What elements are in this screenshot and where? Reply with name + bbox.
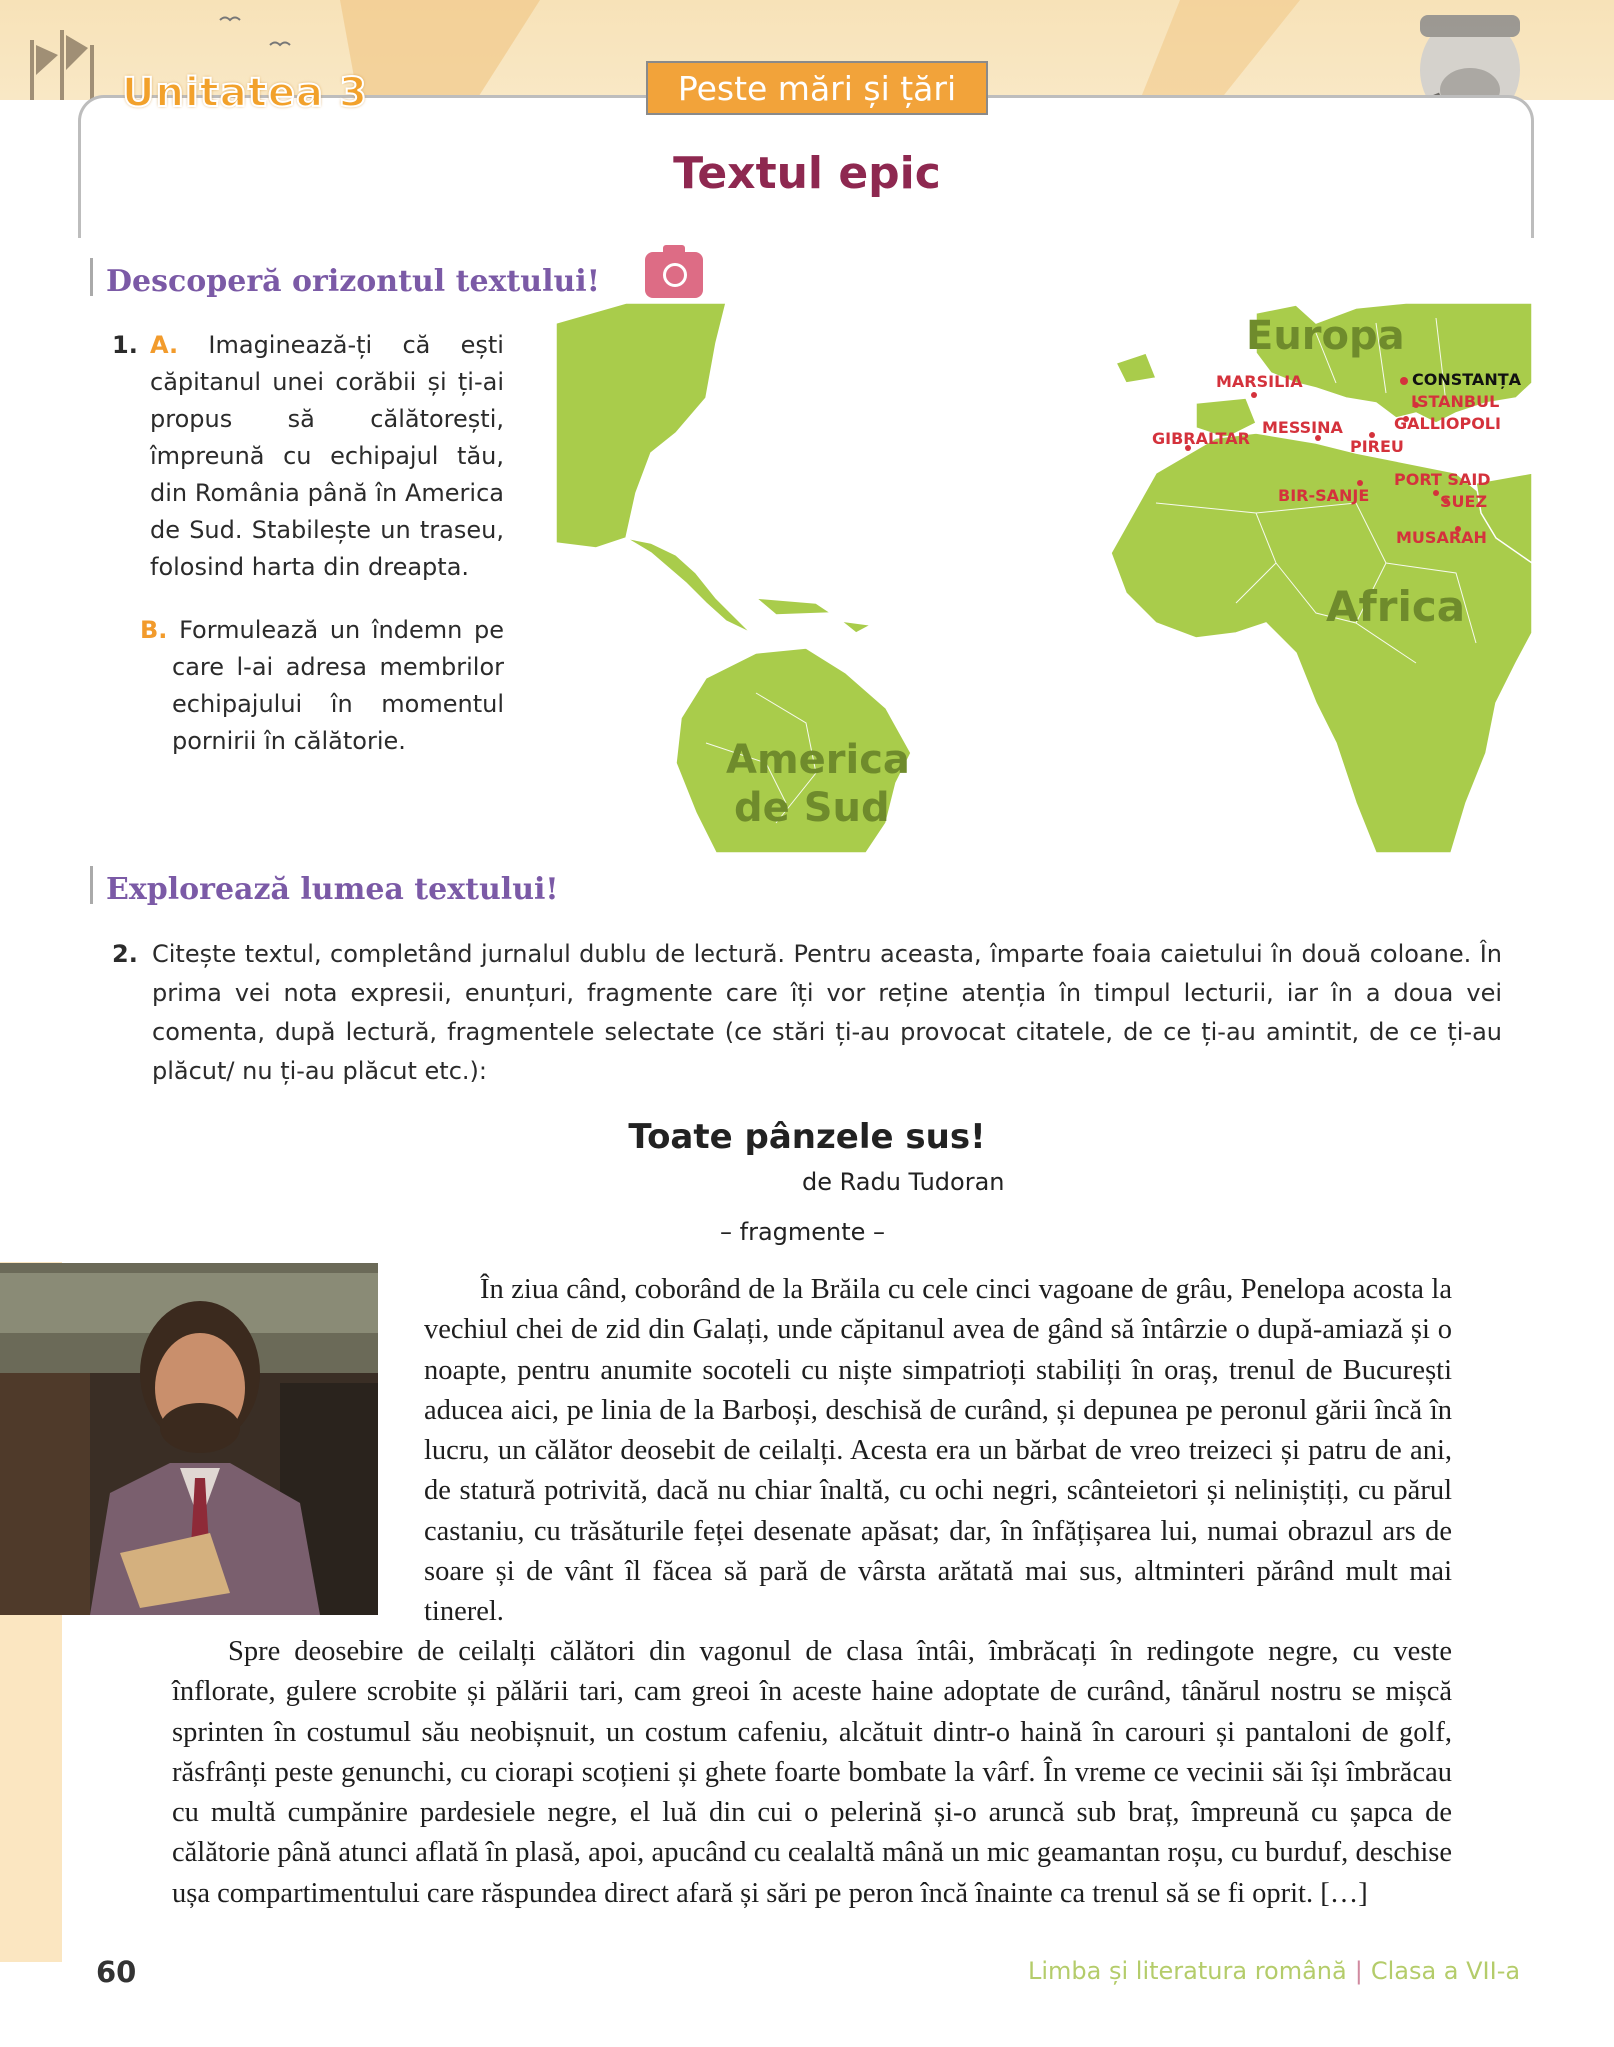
explore-heading: Explorează lumea textului!: [106, 872, 559, 907]
theme-banner: [646, 61, 988, 115]
city-messina: MESSINA: [1262, 418, 1343, 437]
heading-bar: [90, 866, 93, 904]
task-2-number: 2.: [112, 940, 138, 968]
film-still-photo: [0, 1263, 378, 1615]
birds-icon: [220, 18, 290, 46]
camera-icon: [645, 252, 703, 298]
unit-title: Unitatea 3: [122, 70, 368, 116]
task-1b-text: Formulează un îndemn pe care l-ai adresa membrilor echipajului în momentul pornirii în călătorie.: [172, 616, 504, 755]
page-number: 60: [96, 1955, 137, 1989]
task-1b: [140, 612, 504, 760]
city-constanta: CONSTANȚA: [1412, 370, 1521, 389]
footer-subject: Limba și literatura română: [1028, 1957, 1347, 1985]
theme-label: Peste mări și țări: [677, 68, 957, 108]
city-suez: SUEZ: [1440, 492, 1488, 511]
city-bir-sanje: BIR-SANJE: [1278, 486, 1370, 505]
task-2-text: Citește textul, completând jurnalul dublu de lectură. Pentru aceasta, împarte foaia caietului în două coloane. În prima vei nota expresii, enunțuri, fragmente care îți vor reține atenția în timpul lecturii, iar în a doua vei comenta, după lectură, fragmentele selectate (ce stări ți-au provocat citatele, de ce ți-au amintit, de ce ți-au plăcut/ nu ți-au plăcut etc.):: [152, 940, 1502, 1085]
city-galliopoli: GALLIOPOLI: [1394, 414, 1501, 433]
city-marsilia: MARSILIA: [1216, 372, 1303, 391]
city-gibraltar: GIBRALTAR: [1152, 429, 1250, 448]
story-author: de Radu Tudoran: [802, 1168, 1005, 1196]
heading-bar: [90, 258, 93, 296]
footer-separator: |: [1354, 1957, 1363, 1985]
task-1a-text: Imaginează-ți că ești căpitanul unei corăbii și ți-ai propus să călătorești, împreună cu echipajul tău, din România până în America de Sud. Stabilește un traseu, folosind harta din dreapta.: [150, 331, 504, 581]
discover-heading: Descoperă orizontul textului!: [106, 264, 600, 299]
story-paragraph-2: Spre deosebire de ceilalți călători din vagonul de clasa întâi, îmbrăcați în redingote negre, cu veste înflorate, gulere scrobite și pălării tari, cam greoi în aceste haine adoptate de curând, tânărul nostru se mișcă sprinten în costumul său neobișnuit, un costum cafeniu, alcătuit dintr-o haină în carouri și pantaloni de golf, răsfrânți peste genunchi, cu ciorapi scoțieni și ghete foarte bombate la vârf. În vreme ce vecinii săi își îmbrăcau cu multă cumpănire pardesiele negre, el luă din cui o pelerină și-o aruncă sub braț, împreună cu șapca de călătorie până atunci aflată în plasă, apoi, apucând cu cealaltă mână un mic geamantan roșu, cu burduf, deschise ușa compartimentului care răspundea direct afară și sări pe peron încă înainte ca trenul să se fi oprit. […]: [172, 1636, 1452, 1909]
task-1-number: 1.: [112, 331, 138, 359]
city-istanbul: ISTANBUL: [1411, 392, 1500, 411]
fragment-label: – fragmente –: [720, 1218, 886, 1246]
task-2: [112, 935, 1502, 1091]
task-1a-letter: A.: [150, 331, 179, 359]
footer-grade: Clasa a VII-a: [1370, 1957, 1521, 1985]
city-port-said: PORT SAID: [1394, 470, 1491, 489]
city-musarah: MUSARAH: [1396, 528, 1487, 547]
story-title: Toate pânzele sus!: [628, 1117, 986, 1157]
city-pireu: PIREU: [1350, 437, 1404, 456]
task-1a: [150, 327, 504, 586]
region-europa: Europa: [1246, 313, 1405, 359]
map-land: [556, 303, 1532, 853]
route-map: [556, 303, 1532, 853]
section-title: Textul epic: [673, 148, 941, 199]
footer-info: [1028, 1957, 1520, 1985]
story-paragraph-1: În ziua când, coborând de la Brăila cu cele cinci vagoane de grâu, Penelopa acosta la vechiul chei de zid din Galați, unde căpitanul avea de gând să întârzie o după-amiază și o noapte, pentru anumite socoteli cu niște simpatrioți stabiliți în oraș, trenul de București aducea aici, pe linia de la Barboși, deschisă de curând, și depunea pe peronul gării încă în lucru, un călător deosebit de ceilalți. Acesta era un bărbat de vreo treizeci și patru de ani, de statură potrivită, dacă nu chiar înaltă, cu ochi negri, scânteietori și neliniștiți, cu părul castaniu, cu trăsăturile feței desenate apăsat; dar, în înfățișarea lui, numai obrazul ars de soare și de vânt îl făcea să pară de vârsta arătată mai sus, altminteri părând mult mai tinerel.: [424, 1274, 1452, 1628]
region-africa: Africa: [1326, 582, 1466, 631]
region-america: America: [726, 737, 910, 783]
region-de-sud: de Sud: [734, 785, 890, 831]
task-1b-letter: B.: [140, 616, 168, 644]
